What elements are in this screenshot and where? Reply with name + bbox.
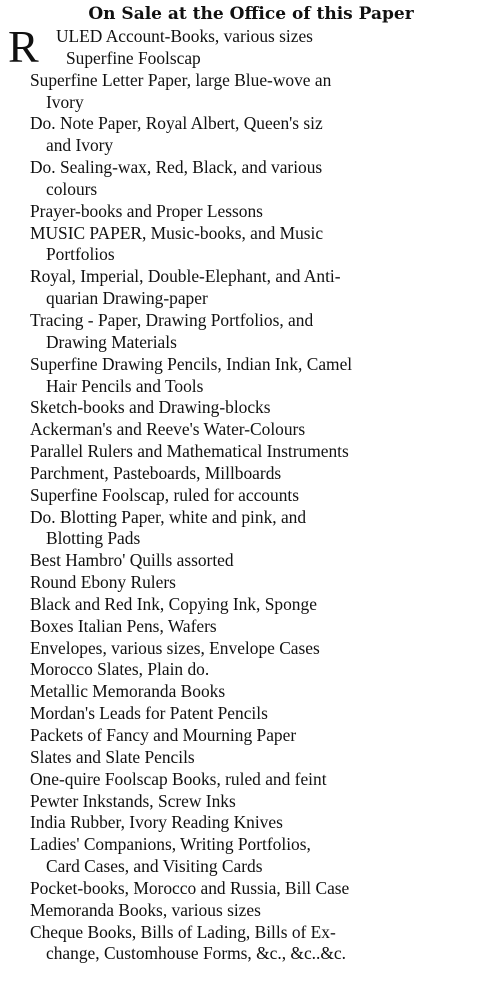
- list-item: [22, 725, 488, 747]
- list-item-text: Mordan's Leads for Patent Pencils: [30, 703, 268, 724]
- list-item-continuation: Portfolios: [46, 244, 115, 265]
- list-item: [22, 834, 488, 878]
- list-item-text: Metallic Memoranda Books: [30, 681, 226, 702]
- list-item-text: Envelopes, various sizes, Envelope Cases: [30, 637, 320, 658]
- list-item: [22, 638, 488, 660]
- list-item: [22, 310, 488, 354]
- list-item-text: ULED Account-Books, various sizes: [56, 26, 313, 46]
- list-item-text: Morocco Slates, Plain do.: [30, 659, 210, 680]
- list-item: [22, 485, 488, 507]
- list-item-continuation: Superfine Foolscap: [66, 47, 201, 68]
- list-item: [22, 201, 488, 223]
- list-item-continuation: change, Customhouse Forms, &c., &c..&c.: [46, 943, 346, 964]
- list-item: [22, 922, 488, 966]
- list-item: [22, 113, 488, 157]
- list-item: [22, 594, 488, 616]
- list-item-text: Do. Sealing-wax, Red, Black, and various: [30, 157, 323, 178]
- advertisement-heading: On Sale at the Office of this Paper: [88, 4, 414, 24]
- list-item-text: Pocket-books, Morocco and Russia, Bill Case: [30, 877, 350, 898]
- list-item: [22, 900, 488, 922]
- list-item-text: Do. Blotting Paper, white and pink, and: [30, 506, 307, 527]
- list-item-text: Do. Note Paper, Royal Albert, Queen's siz: [30, 113, 323, 134]
- stationery-list: [8, 21, 488, 965]
- list-item: [22, 572, 488, 594]
- list-item: [22, 463, 488, 485]
- list-item: [22, 681, 488, 703]
- list-item-text: Superfine Foolscap, ruled for accounts: [30, 484, 299, 505]
- list-item-text: Royal, Imperial, Double-Elephant, and Anti-: [30, 266, 341, 287]
- list-item-continuation: Card Cases, and Visiting Cards: [46, 856, 263, 877]
- list-item-continuation: quarian Drawing-paper: [46, 288, 208, 309]
- list-item-text: Ladies' Companions, Writing Portfolios,: [30, 834, 311, 855]
- list-item-text: Parallel Rulers and Mathematical Instruments: [30, 441, 349, 462]
- list-item-text: Memoranda Books, various sizes: [30, 899, 261, 920]
- list-item-text: Best Hambro' Quills assorted: [30, 550, 234, 571]
- list-item: [22, 157, 488, 201]
- list-item: [22, 616, 488, 638]
- list-item-text: Boxes Italian Pens, Wafers: [30, 615, 217, 636]
- list-item: [22, 397, 488, 419]
- list-item-text: India Rubber, Ivory Reading Knives: [30, 812, 283, 833]
- list-item-text: One-quire Foolscap Books, ruled and feint: [30, 768, 327, 789]
- list-item-text: Slates and Slate Pencils: [30, 746, 195, 767]
- list-item-text: Cheque Books, Bills of Lading, Bills of Ex-: [30, 921, 336, 942]
- list-item: [22, 266, 488, 310]
- list-item-text: Superfine Letter Paper, large Blue-wove an: [30, 69, 332, 90]
- list-item-continuation: Drawing Materials: [46, 331, 177, 352]
- list-item-text: Sketch-books and Drawing-blocks: [30, 397, 271, 418]
- drop-cap: R: [8, 21, 39, 72]
- list-item-text: Ackerman's and Reeve's Water-Colours: [30, 419, 306, 440]
- list-item: [22, 354, 488, 398]
- list-item-text: Black and Red Ink, Copying Ink, Sponge: [30, 593, 317, 614]
- list-item: [22, 507, 488, 551]
- list-item: [22, 791, 488, 813]
- list-item: [22, 747, 488, 769]
- list-item-text: Pewter Inkstands, Screw Inks: [30, 790, 236, 811]
- list-item-text: Packets of Fancy and Mourning Paper: [30, 725, 297, 745]
- list-item-text: Parchment, Pasteboards, Millboards: [30, 462, 282, 483]
- list-item-continuation: colours: [46, 178, 98, 199]
- list-item-text: Superfine Drawing Pencils, Indian Ink, Camel: [30, 353, 353, 374]
- list-item: [22, 223, 488, 267]
- list-item: [22, 441, 488, 463]
- list-item: [22, 703, 488, 725]
- list-item-continuation: and Ivory: [46, 135, 114, 156]
- list-item: [22, 419, 488, 441]
- list-item: [22, 812, 488, 834]
- list-item-continuation: Hair Pencils and Tools: [46, 375, 204, 396]
- list-item: [22, 70, 488, 114]
- list-item: [22, 878, 488, 900]
- list-item-text: Tracing - Paper, Drawing Portfolios, and: [30, 309, 314, 330]
- list-item: [8, 21, 488, 72]
- list-item: [22, 769, 488, 791]
- list-item-text: Prayer-books and Proper Lessons: [30, 200, 263, 221]
- list-item-continuation: Blotting Pads: [46, 528, 141, 549]
- list-item: [22, 550, 488, 572]
- list-item: [22, 659, 488, 681]
- list-item-text: MUSIC PAPER, Music-books, and Music: [30, 222, 324, 243]
- list-item-text: Round Ebony Rulers: [30, 572, 176, 593]
- list-item-continuation: Ivory: [46, 91, 84, 112]
